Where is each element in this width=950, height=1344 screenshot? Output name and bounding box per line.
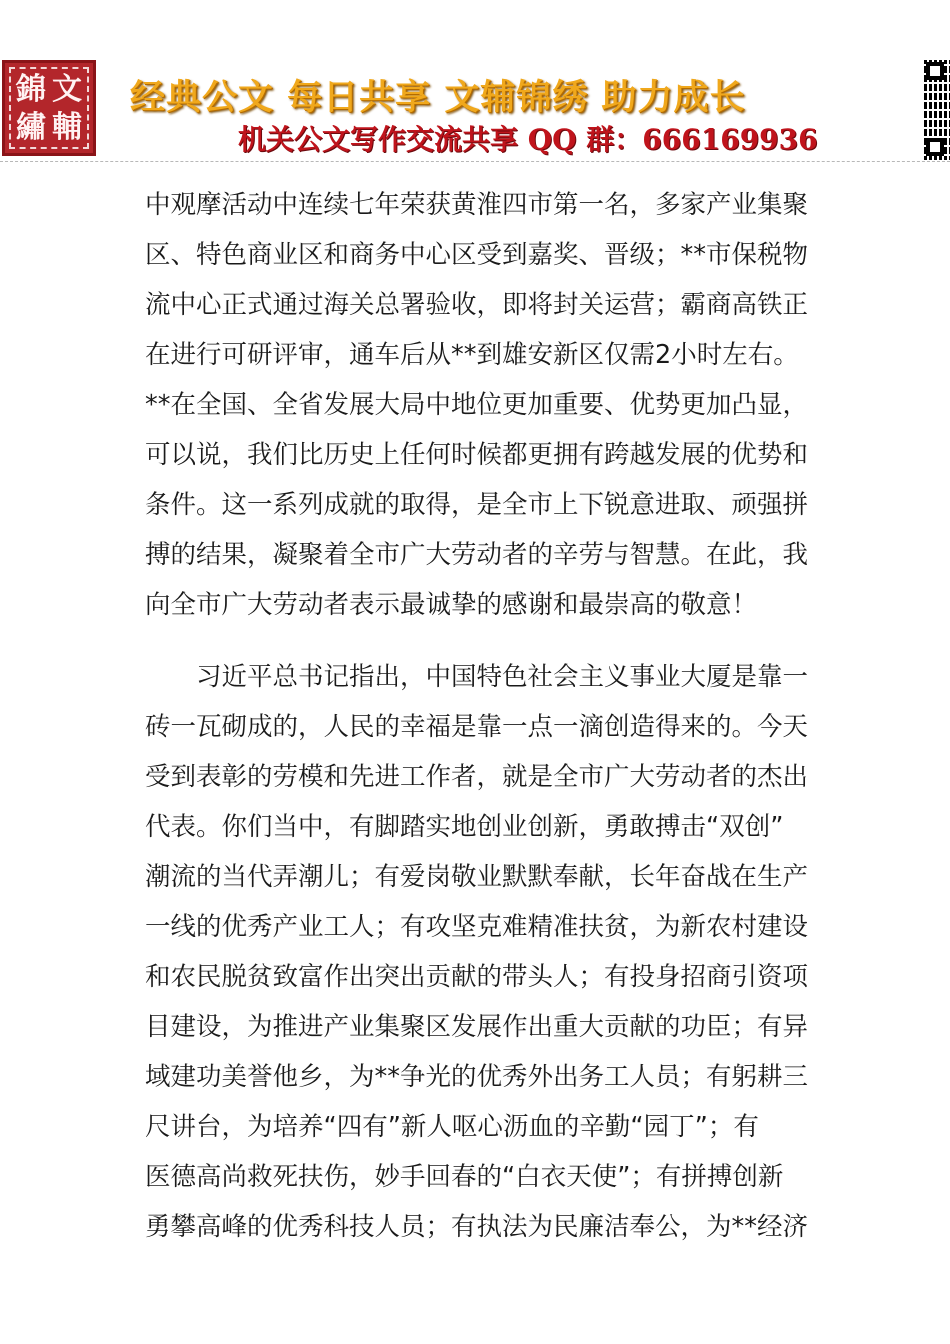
text-line: 区、特色商业区和商务中心区受到嘉奖、晋级；**市保税物	[145, 240, 809, 270]
text-line: 条件。这一系列成就的取得，是全市上下锐意进取、顽强拼	[145, 490, 809, 520]
text-line: 砖一瓦砌成的，人民的幸福是靠一点一滴创造得来的。今天	[145, 712, 809, 742]
header-slogan: 经典公文 每日共享 文辅锦绣 助力成长	[130, 77, 746, 118]
text-line: 勇攀高峰的优秀科技人员；有执法为民廉洁奉公，为**经济	[145, 1212, 809, 1242]
text-line: 代表。你们当中，有脚踏实地创业创新，勇敢搏击“双创”	[145, 812, 784, 842]
seal-logo	[2, 60, 96, 156]
text-line: 在进行可研评审，通车后从**到雄安新区仅需2小时左右。	[145, 340, 799, 370]
qr-code-icon	[924, 60, 950, 160]
text-line: 一线的优秀产业工人；有攻坚克难精准扶贫，为新农村建设	[145, 912, 809, 942]
text-line: 尺讲台，为培养“四有”新人呕心沥血的辛勤“园丁”；有	[145, 1112, 759, 1142]
text-line: 可以说，我们比历史上任何时候都更拥有跨越发展的优势和	[145, 440, 809, 470]
seal-char: 文	[52, 72, 82, 107]
text-line: 搏的结果，凝聚着全市广大劳动者的辛劳与智慧。在此，我	[145, 540, 809, 570]
text-line: 域建功美誉他乡，为**争光的优秀外出务工人员；有躬耕三	[145, 1062, 809, 1092]
page-header	[0, 0, 950, 160]
qq-group-line: 机关公文写作交流共享 QQ 群：666169936	[238, 123, 818, 156]
text-line: 医德高尚救死扶伤，妙手回春的“白衣天使”；有拼搏创新	[145, 1162, 784, 1192]
text-line: 中观摩活动中连续七年荣获黄淮四市第一名，多家产业集聚	[145, 190, 809, 220]
text-line: 受到表彰的劳模和先进工作者，就是全市广大劳动者的杰出	[145, 762, 809, 792]
text-line: 目建设，为推进产业集聚区发展作出重大贡献的功臣；有异	[145, 1012, 809, 1042]
seal-char: 錦	[16, 72, 46, 107]
text-line: 向全市广大劳动者表示最诚挚的感谢和最崇高的敬意！	[145, 590, 758, 620]
seal-char: 輔	[52, 110, 82, 145]
paragraph-2	[145, 652, 815, 1252]
seal-char: 繡	[16, 110, 46, 145]
header-divider	[0, 161, 950, 162]
document-body	[145, 180, 815, 1252]
paragraph-1	[145, 180, 815, 630]
text-line: 和农民脱贫致富作出突出贡献的带头人；有投身招商引资项	[145, 962, 809, 992]
text-line: **在全国、全省发展大局中地位更加重要、优势更加凸显，	[145, 390, 809, 420]
text-line: 流中心正式通过海关总署验收，即将封关运营；霸商高铁正	[145, 290, 809, 320]
text-line: 习近平总书记指出，中国特色社会主义事业大厦是靠一	[145, 662, 809, 692]
text-line: 潮流的当代弄潮儿；有爱岗敬业默默奉献，长年奋战在生产	[145, 862, 809, 892]
